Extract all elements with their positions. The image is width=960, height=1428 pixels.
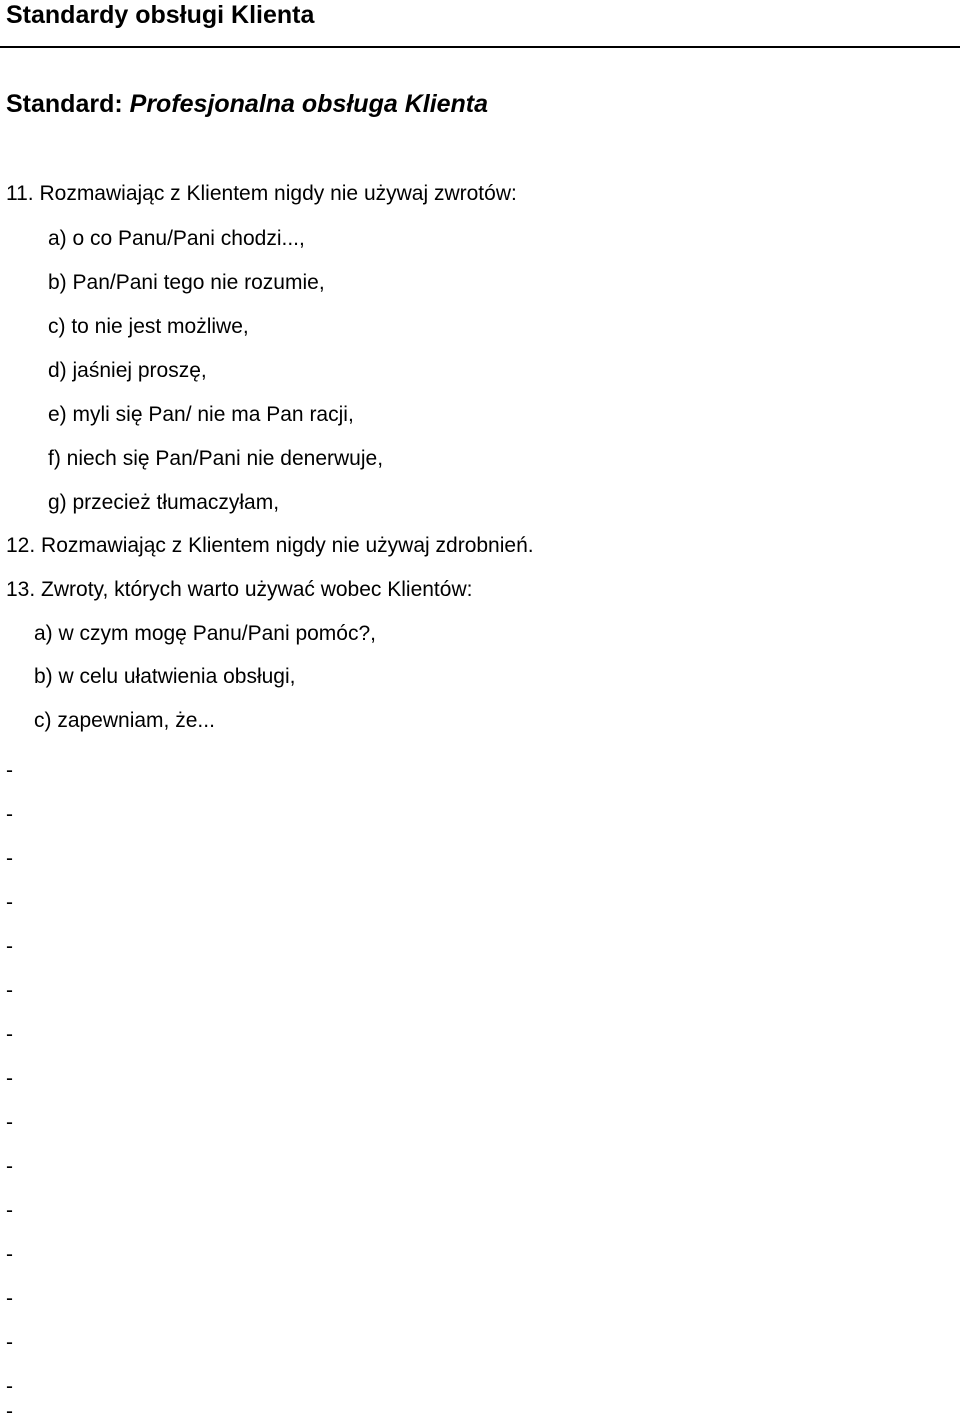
- blank-list-dash: -: [6, 1331, 13, 1354]
- rule-13-text: 13. Zwroty, których warto używać wobec Klientów:: [6, 578, 473, 601]
- blank-list-dash: -: [6, 935, 13, 958]
- rule-11-item-b: b) Pan/Pani tego nie rozumie,: [48, 271, 325, 294]
- blank-list-dash: -: [6, 979, 13, 1002]
- blank-list-dash: -: [6, 1023, 13, 1046]
- rule-11-item-g: g) przecież tłumaczyłam,: [48, 491, 280, 514]
- blank-list-dash: -: [6, 1400, 13, 1423]
- rule-11-item-e: e) myli się Pan/ nie ma Pan racji,: [48, 403, 354, 426]
- blank-list-dash: -: [6, 1067, 13, 1090]
- header-divider: [0, 46, 960, 48]
- rule-11-item-d: d) jaśniej proszę,: [48, 359, 207, 382]
- blank-list-dash: -: [6, 1111, 13, 1134]
- rule-13-item-a: a) w czym mogę Panu/Pani pomóc?,: [34, 622, 376, 645]
- rule-12-text: 12. Rozmawiając z Klientem nigdy nie używaj zdrobnień.: [6, 534, 534, 557]
- rule-11-item-f: f) niech się Pan/Pani nie denerwuje,: [48, 447, 384, 470]
- blank-list-dash: -: [6, 759, 13, 782]
- page-header: [0, 0, 960, 50]
- blank-list-dash: -: [6, 1243, 13, 1266]
- document-title: Standardy obsługi Klienta: [6, 1, 315, 29]
- rule-11-item-c: c) to nie jest możliwe,: [48, 315, 249, 338]
- rule-11-text: 11. Rozmawiając z Klientem nigdy nie używaj zwrotów:: [6, 182, 517, 205]
- rule-13-item-b: b) w celu ułatwienia obsługi,: [34, 665, 296, 688]
- blank-list-dash: -: [6, 1155, 13, 1178]
- standard-name: Profesjonalna obsługa Klienta: [129, 90, 489, 118]
- blank-list-dash: -: [6, 1375, 13, 1398]
- standard-heading: [6, 89, 488, 119]
- blank-list-dash: -: [6, 1287, 13, 1310]
- rule-13-item-c: c) zapewniam, że...: [34, 709, 215, 732]
- blank-list-dash: -: [6, 1199, 13, 1222]
- rule-11-item-a: a) o co Panu/Pani chodzi...,: [48, 227, 305, 250]
- blank-list-dash: -: [6, 847, 13, 870]
- blank-list-dash: -: [6, 891, 13, 914]
- standard-label: Standard:: [6, 90, 123, 118]
- blank-list-dash: -: [6, 803, 13, 826]
